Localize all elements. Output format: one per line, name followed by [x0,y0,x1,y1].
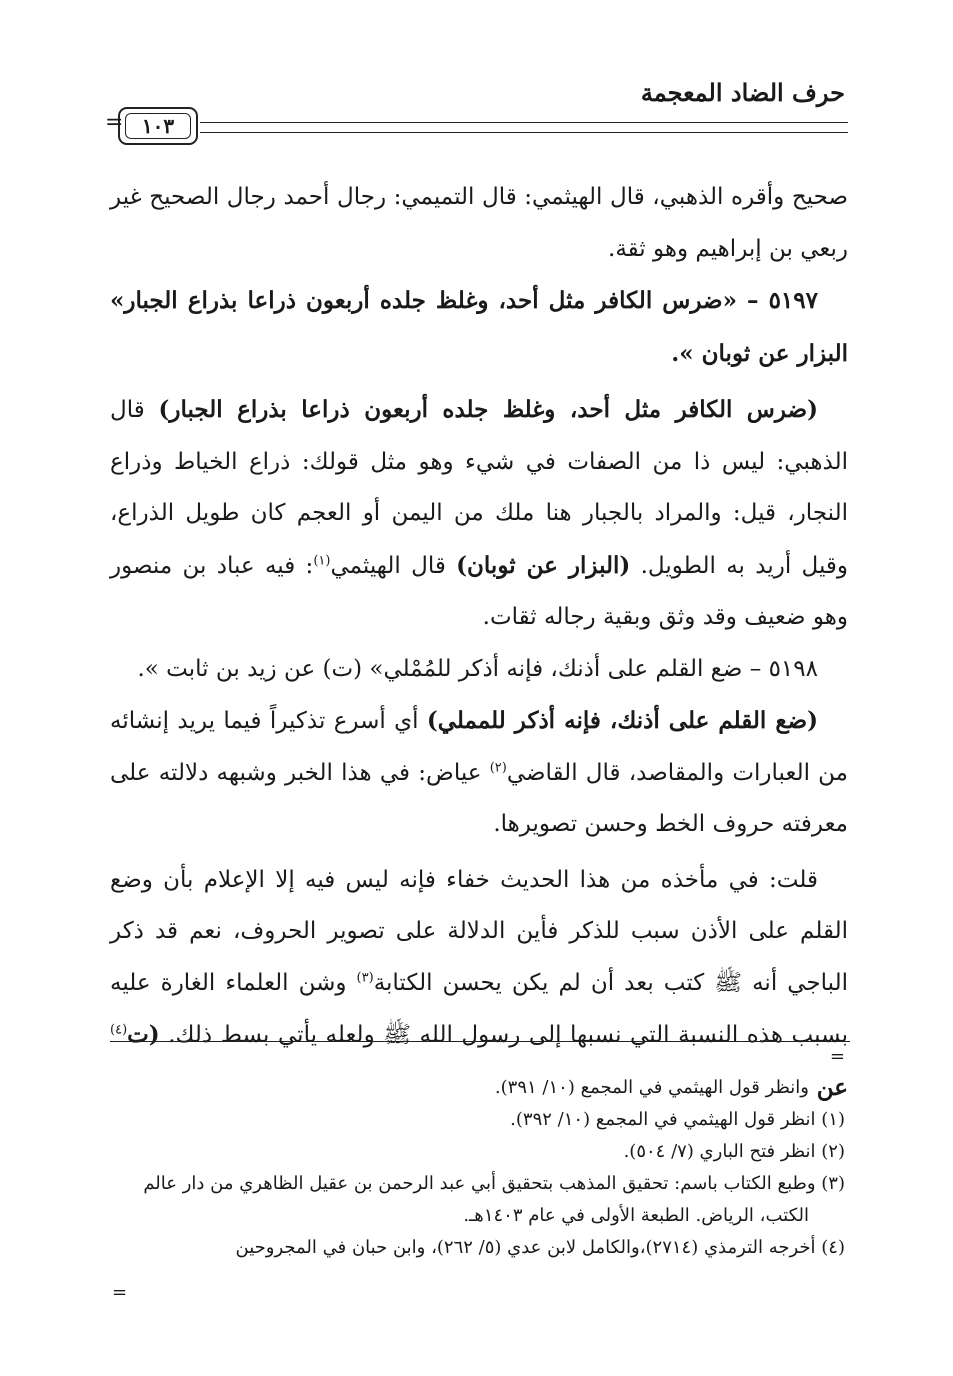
p2-text-3: : فيه عباد بن منصور وهو ضعيف وقد وثق وبقية رجاله ثقات. [110,552,848,630]
hadith-5198-number: ٥١٩٨ – [742,655,818,682]
footnote-continuation-mark: = [112,1282,128,1303]
p3-text-1: أي أسرع تذكيراً فيما يريد إنشائه من العبارات والمقاصد، قال القاضي [110,708,849,786]
footnote-ref-1[interactable]: (١) [313,552,331,568]
p2-quote: (ضرس الكافر مثل أحد، وغلظ جلده أربعون ذراعا بذراع الجبار) [158,396,818,423]
footnote-1: (١) انظر قول الهيثمي في المجمع (١٠/ ٣٩٢). [510,1109,845,1130]
footnote-3: (٣) وطبع الكتاب باسم: تحقيق المذهب بتحقيق أبي عبد الرحمن بن عقيل الظاهري من دار عالم [143,1173,845,1194]
footnote-carryover: وانظر قول الهيثمي في المجمع (١٠/ ٣٩١). [494,1077,809,1098]
p4-continuation: عن [816,1073,848,1101]
footnote-separator [110,1041,850,1042]
hadith-5197 [110,275,848,380]
footnotes [110,1072,845,1264]
paragraph-2 [110,384,848,644]
p2-source: (البزار عن ثوبان) [456,551,631,579]
footnote-4: (٤) أخرجه الترمذي (٢٧١٤)،والكامل لابن عدي (٥/ ٢٦٢)، وابن حبان في المجروحين [235,1237,845,1258]
header-rule-top [200,122,848,123]
p4-text-1: قلت: في مأخذه من هذا الحديث خفاء فإنه ليس فيه إلا الإعلام بأن وضع القلم على الأذن سبب للذكر فأين الدلالة على تصوير الحروف، نعم قد ذكر الباجي أنه ﷺ كتب بعد أن لم يكن يحسن الكتابة [110,866,848,996]
p4-text-2: وشن العلماء الغارة عليه بسبب هذه النسبة التي نسبها إلى رسول الله ﷺ ولعله يأتي بسط ذلك. [110,969,848,1048]
body-text [110,172,848,1114]
p4-source: (ت [127,1021,160,1048]
page-number: ١٠٣ [125,113,191,139]
header-continuation-mark: = [105,110,124,135]
running-title: حرف الضاد المعجمة [640,78,845,107]
footnote-ref-3[interactable]: (٣) [356,969,374,985]
footnote-carry-mark: = [829,1046,845,1067]
p2-text-2: قال الهيثمي [330,552,457,579]
p3-quote: (ضع القلم على أذنك، فإنه أذكر للمملي) [426,707,818,734]
paragraph-1: صحيح وأقره الذهبي، قال الهيثمي: قال التميمي: رجال أحمد رجال الصحيح غير ربعي بن إبراهيم وهو ثقة. [110,184,848,262]
footnote-3-continued: الكتب، الرياض. الطبعة الأولى في عام ١٤٠٣هـ. [463,1205,809,1226]
hadith-5197-number: ٥١٩٧ – [736,287,818,314]
hadith-5198-text: ضع القلم على أذنك، فإنه أذكر للمُمْلي» (ت) عن زيد بن ثابت ». [137,655,743,682]
p2-text-1: قال الذهبي: ليس ذا من الصفات في شيء وهو مثل قولك: ذراع الخياط وذراع النجار، قيل: والمراد بالجبار هنا ملك من اليمن أو العجم كان طويل الذراع، وقيل أريد به الطويل. [110,397,849,579]
header-rule-bottom [200,132,848,133]
footnote-ref-4[interactable]: (٤) [110,1022,128,1038]
hadith-5197-text: «ضرس الكافر مثل أحد، وغلظ جلده أربعون ذراعا بذراع الجبار» البزار عن ثوبان ». [110,287,848,367]
footnote-2: (٢) انظر فتح الباري (٧/ ٥٠٤). [623,1141,845,1162]
hadith-5198 [110,644,848,696]
footnote-ref-2[interactable]: (٢) [489,759,507,775]
page-number-frame [118,107,198,145]
paragraph-3 [110,695,848,851]
p3-text-2: عياض: في هذا الخبر وشبهه دلالته على معرفته حروف الخط وحسن تصويرها. [110,759,848,837]
